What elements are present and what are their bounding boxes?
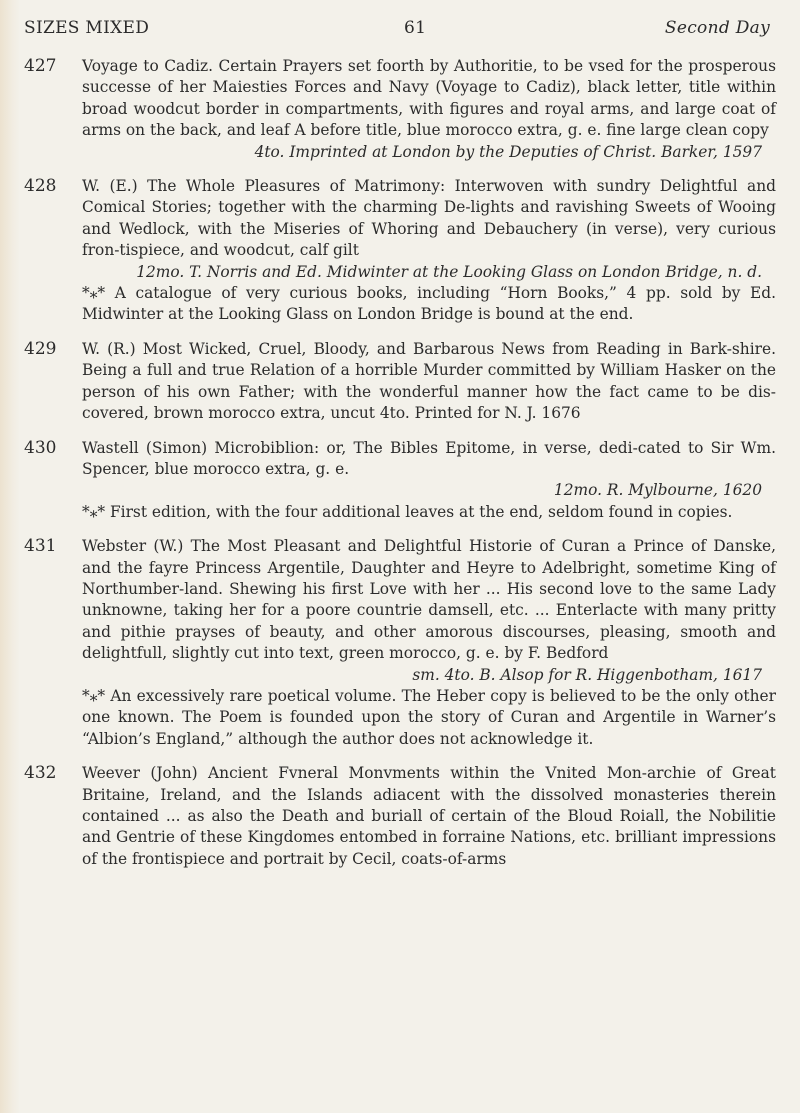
entry-note: *⁎* First edition, with the four additional leaves at the end, seldom found in copies. bbox=[82, 502, 733, 521]
entry-imprint: sm. 4to. B. Alsop for R. Higgenbotham, 1617 bbox=[412, 665, 762, 684]
lot-number: 427 bbox=[24, 56, 57, 76]
catalogue-entry bbox=[24, 339, 776, 425]
entry-description: Voyage to Cadiz. Certain Prayers set foorth by Authoritie, to be vsed for the prosperous successe of her Maiesties Forces and Navy (Voyage to Cadiz), black letter, title within broad woodcut border in compartments, with figures and royal arms, and large coat of arms on the back, and leaf A before title, blue morocco extra, g. e. fine large clean copy bbox=[82, 57, 776, 140]
lot-number: 432 bbox=[24, 763, 57, 784]
catalogue-entry bbox=[24, 56, 776, 163]
catalogue-entries bbox=[24, 56, 776, 883]
entry-imprint: 12mo. R. Mylbourne, 1620 bbox=[553, 481, 762, 500]
running-header bbox=[24, 18, 770, 44]
catalogue-entry bbox=[24, 176, 776, 326]
catalogue-entry bbox=[24, 763, 776, 870]
header-section-title: SIZES MIXED bbox=[24, 18, 150, 38]
catalogue-entry bbox=[24, 536, 776, 750]
entry-imprint: 4to. Imprinted at London by the Deputies of Christ. Barker, 1597 bbox=[254, 142, 762, 161]
lot-number: 428 bbox=[24, 176, 57, 197]
entry-description: Weever (John) Ancient Fvneral Monvments within the Vnited Mon-archie of Great Britaine, Ireland, and the Islands adiacent with the dissolved monasteries therein contained ... as also the Death and buriall of certain of the Bloud Roiall, the Nobilitie and Gentrie of these Kingdomes entombed in forraine Nations, etc. brilliant impressions of the frontispiece and portrait by Cecil, coats-of-arms bbox=[82, 764, 776, 868]
lot-number: 430 bbox=[24, 437, 57, 458]
entry-description: Webster (W.) The Most Pleasant and Delightful Historie of Curan a Prince of Danske, and the fayre Princess Argentile, Daughter and Heyre to Adelbright, sometime King of Northumber-land. Shewing his first Love with her ... His second love to the same Lady unknowne, taking her for a poore countrie damsell, etc. ... Enterlacte with many pritty and pithie prayses of beauty, and other amorous discourses, pleasing, smooth and delightfull, slightly cut into text, green morocco, g. e. by F. Bedford bbox=[82, 537, 776, 663]
header-day-label: Second Day bbox=[664, 18, 770, 38]
entry-note: *⁎* A catalogue of very curious books, including “Horn Books,” 4 pp. sold by Ed. Midwinter at the Looking Glass on London Bridge is bound at the end. bbox=[82, 284, 776, 324]
catalogue-entry bbox=[24, 438, 776, 524]
entry-description: W. (E.) The Whole Pleasures of Matrimony: Interwoven with sundry Delightful and Comical Stories; together with the charming De-lights and ravishing Sweets of Wooing and Wedlock, with the Miseries of Whoring and Debauchery (in verse), very curious fron-tispiece, and woodcut, calf gilt bbox=[82, 177, 776, 260]
entry-description: Wastell (Simon) Microbiblion: or, The Bibles Epitome, in verse, dedi-cated to Sir Wm. Spencer, blue morocco extra, g. e. bbox=[82, 438, 776, 478]
page-edge-shadow bbox=[0, 0, 20, 1113]
entry-note: *⁎* An excessively rare poetical volume. The Heber copy is believed to be the only other one known. The Poem is founded upon the story of Curan and Argentile in Warner’s “Albion’s England,” although the author does not acknowledge it. bbox=[82, 686, 776, 748]
entry-description: W. (R.) Most Wicked, Cruel, Bloody, and Barbarous News from Reading in Bark-shire. Being a full and true Relation of a horrible Murder committed by William Hasker on the person of his own Father; with the wonderful manner how the fact came to be dis-covered, brown morocco extra, uncut 4to. Printed for N. J. 1676 bbox=[82, 339, 776, 423]
lot-number: 429 bbox=[24, 338, 57, 359]
entry-imprint: 12mo. T. Norris and Ed. Midwinter at the Looking Glass on London Bridge, n. d. bbox=[136, 262, 762, 281]
page-number: 61 bbox=[404, 18, 427, 38]
lot-number: 431 bbox=[24, 536, 57, 557]
